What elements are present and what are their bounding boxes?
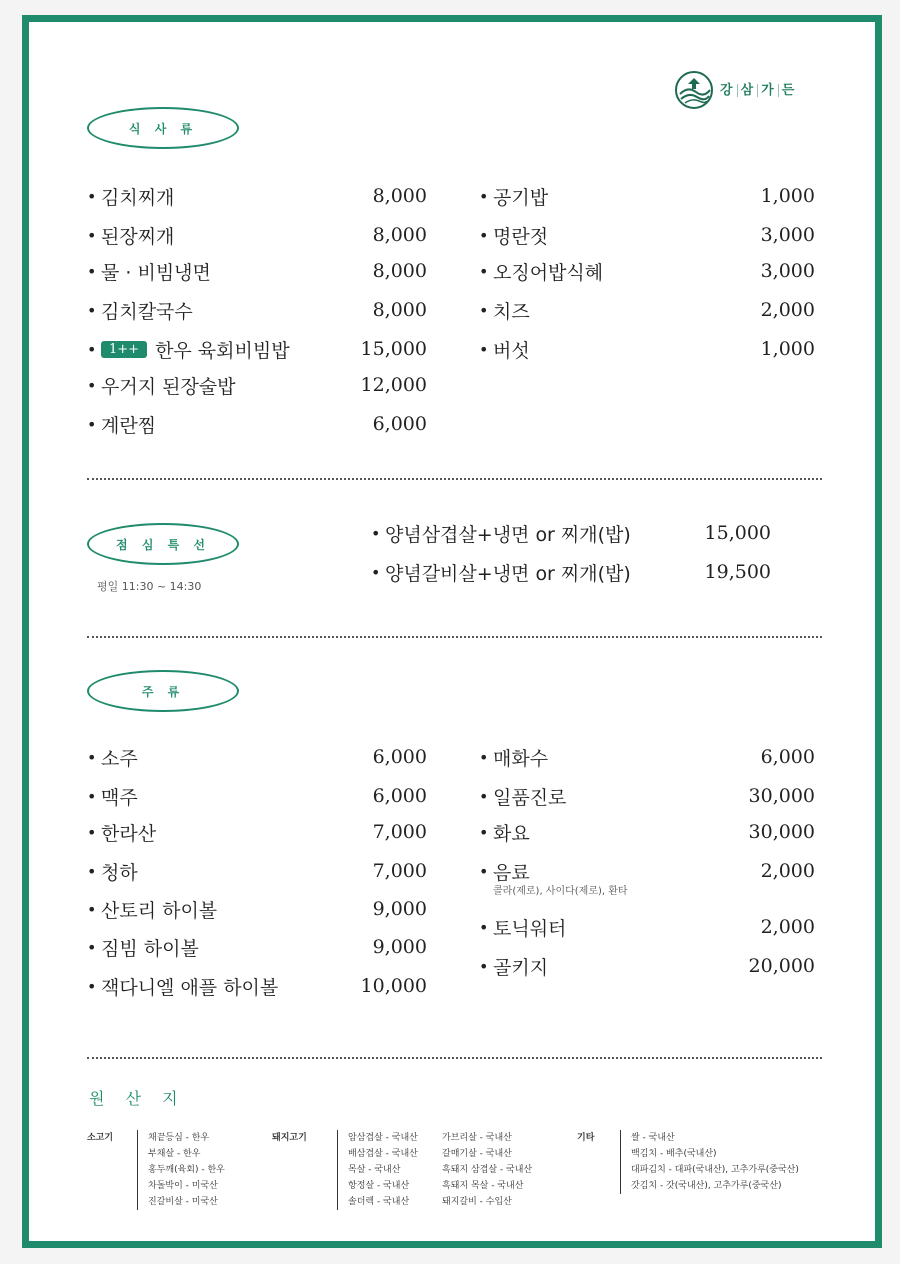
origin-list-etc: 쌀 - 국내산 백김치 - 배추(국내산) 대파김치 - 대파(국내산), 고추가루(중국산) 갓김치 - 갓(국내산), 고추가루(중국산) [620, 1130, 799, 1194]
menu-item: • 짐빔 하이볼 9,000 [87, 936, 427, 960]
menu-item: • 한라산 7,000 [87, 821, 427, 845]
origin-category: 기타 [577, 1133, 595, 1143]
origin-list-pork-2: 가브리살 - 국내산 갈매기살 - 국내산 흑돼지 삼겹살 - 국내산 흑돼지 목살 - 국내산 돼지갈비 - 수입산 [442, 1133, 533, 1207]
divider [87, 636, 822, 638]
origin-category: 소고기 [87, 1133, 114, 1143]
menu-item: • 1++ 한우 육회비빔밥 15,000 [87, 338, 427, 362]
menu-item: • 양념갈비살+냉면 or 찌개(밥) 19,500 [371, 561, 771, 585]
divider [87, 1057, 822, 1059]
menu-item: • 청하 7,000 [87, 860, 427, 884]
menu-item: • 오징어밥식혜 3,000 [479, 260, 815, 284]
menu-item: • 김치칼국수 8,000 [87, 299, 427, 323]
menu-item: • 계란찜 6,000 [87, 413, 427, 437]
menu-item: • 버섯 1,000 [479, 338, 815, 362]
section-title-drinks: 주 류 [87, 670, 239, 712]
menu-item: • 명란젓 3,000 [479, 224, 815, 248]
origin-list-beef: 채끝등심 - 한우 부채살 - 한우 홍두깨(육회) - 한우 차돌박이 - 미국산 진갈비살 - 미국산 [137, 1130, 225, 1210]
menu-item: • 김치찌개 8,000 [87, 185, 427, 209]
menu-item: • 매화수 6,000 [479, 746, 815, 770]
menu-item: • 치즈 2,000 [479, 299, 815, 323]
menu-item: • 맥주 6,000 [87, 785, 427, 809]
section-title-meal: 식 사 류 [87, 107, 239, 149]
logo-wordmark: 강 삼 가 든 [720, 84, 798, 97]
menu-item: • 화요 30,000 [479, 821, 815, 845]
menu-item: • 잭다니엘 애플 하이볼 10,000 [87, 975, 427, 999]
menu-item: • 일품진로 30,000 [479, 785, 815, 809]
menu-item: • 산토리 하이볼 9,000 [87, 898, 427, 922]
menu-item: • 소주 6,000 [87, 746, 427, 770]
menu-frame [22, 15, 882, 1248]
menu-item: • 음료 2,000 콜라(제로), 사이다(제로), 환타 [479, 860, 815, 897]
section-title-lunch: 점 심 특 선 [87, 523, 239, 565]
origin-list-pork: 암삼겹살 - 국내산 배삼겹살 - 국내산 목살 - 국내산 항정살 - 국내산 솔더렉 - 국내산 [337, 1130, 418, 1210]
menu-item: • 우거지 된장술밥 12,000 [87, 374, 427, 398]
menu-item: • 양념삼겹살+냉면 or 찌개(밥) 15,000 [371, 522, 771, 546]
divider [87, 478, 822, 480]
grade-badge: 1++ [101, 341, 147, 358]
brand-logo [674, 70, 798, 110]
menu-item: • 공기밥 1,000 [479, 185, 815, 209]
menu-item: • 물 · 비빔냉면 8,000 [87, 260, 427, 284]
menu-item-note: 콜라(제로), 사이다(제로), 환타 [493, 886, 628, 897]
menu-item: • 된장찌개 8,000 [87, 224, 427, 248]
logo-emblem-icon [674, 70, 714, 110]
lunch-hours: 평일 11:30 ~ 14:30 [97, 580, 202, 593]
section-title-origin: 원 산 지 [89, 1089, 186, 1108]
origin-category: 돼지고기 [272, 1133, 307, 1143]
menu-item: • 골키지 20,000 [479, 955, 815, 979]
menu-item: • 토닉워터 2,000 [479, 916, 815, 940]
